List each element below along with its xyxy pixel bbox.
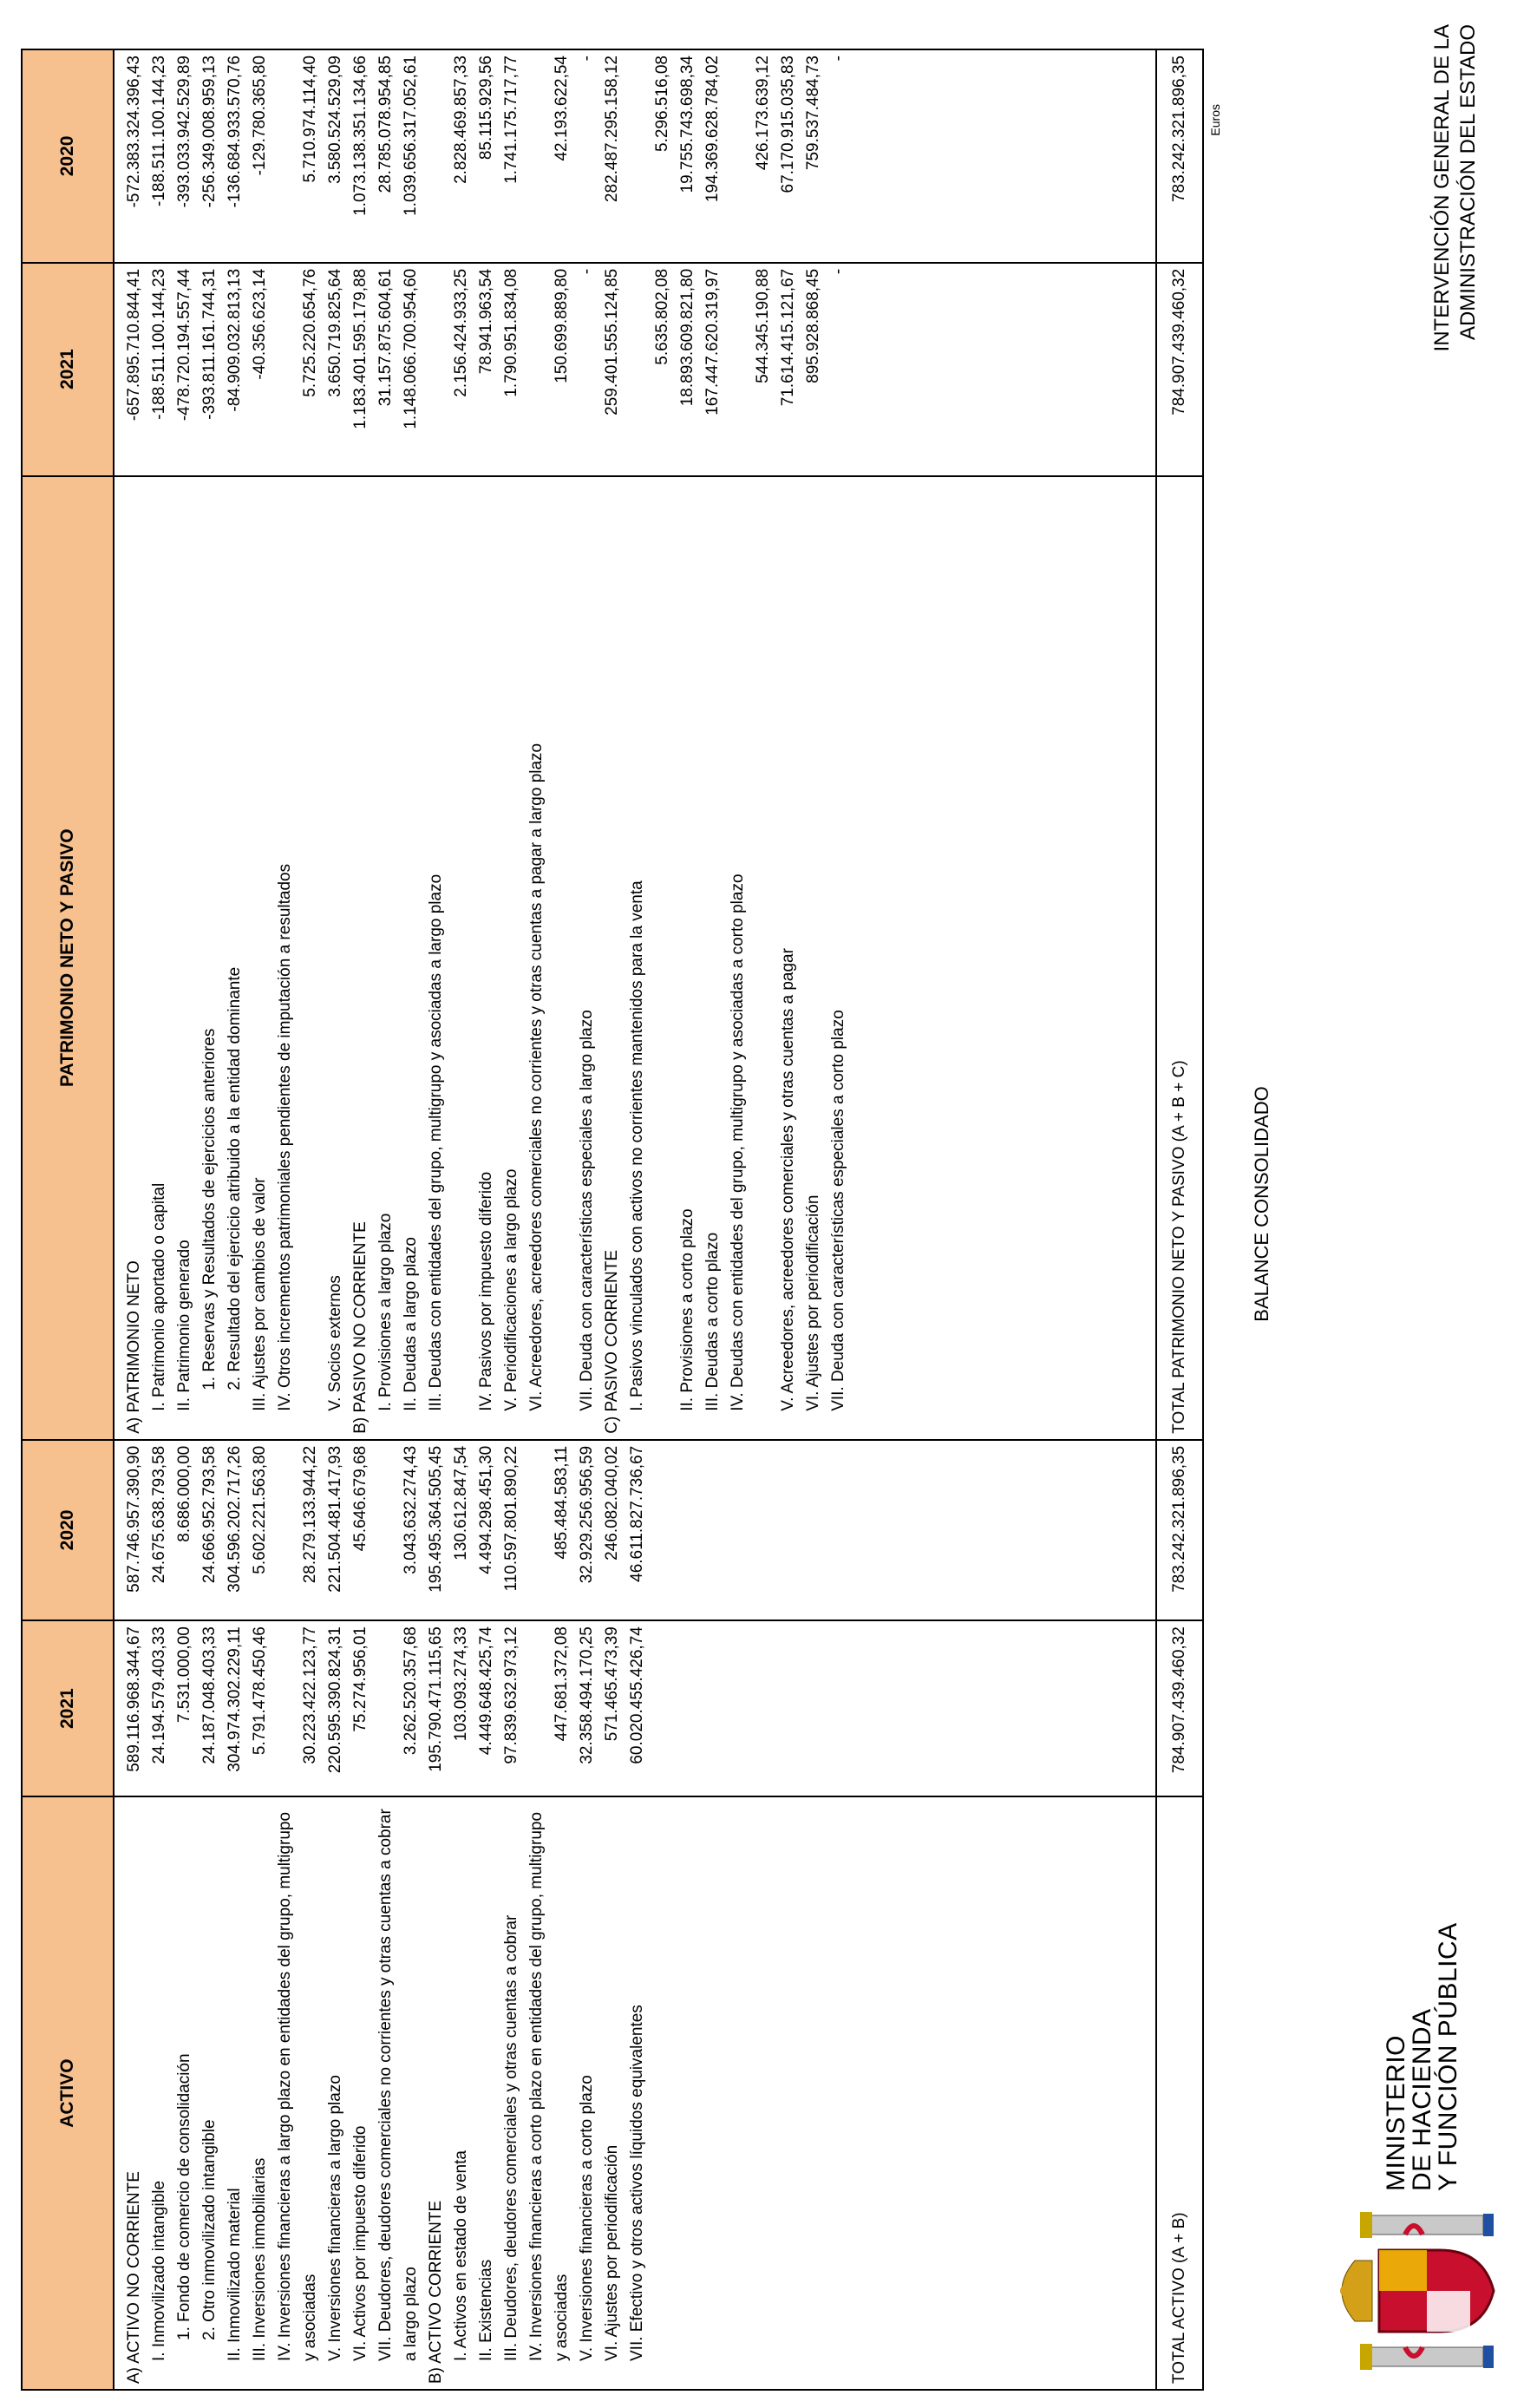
- pasivo-value-2020: 5.710.974.114,40: [301, 56, 319, 183]
- activo-value-2021: 24.194.579.403,33: [150, 1626, 168, 1764]
- activo-value-2020: 4.494.298.451,30: [477, 1445, 495, 1574]
- pasivo-row-label: C) PASIVO CORRIENTE: [603, 1249, 621, 1434]
- pasivo-value-2020: 759.537.484,73: [804, 56, 822, 171]
- activo-value-2020: 45.646.679,68: [351, 1445, 370, 1552]
- ministry-line-3: Y FUNCIÓN PÚBLICA: [1434, 1922, 1462, 2191]
- pasivo-value-2020: 1.741.175.717,77: [502, 56, 520, 184]
- col-header-activo: ACTIVO: [22, 1796, 114, 2390]
- activo-value-2021: 7.531.000,00: [175, 1626, 193, 1724]
- pasivo-value-2021: -478.720.194.557,44: [175, 268, 193, 422]
- pasivo-row-label: IV. Deudas con entidades del grupo, multigrupo y asociadas a corto plazo: [729, 874, 747, 1411]
- activo-value-2021: 32.358.494.170,25: [578, 1626, 596, 1764]
- igae-line-1: INTERVENCIÓN GENERAL DE LA: [1430, 24, 1454, 352]
- ministry-line-1: MINISTERIO: [1382, 2034, 1410, 2191]
- activo-row-label: I. Activos en estado de venta: [452, 2150, 470, 2361]
- total-pasivo-label: TOTAL PATRIMONIO NETO Y PASIVO (A + B + C): [1156, 476, 1203, 1440]
- col-header-2020: 2020: [22, 1440, 114, 1620]
- pasivo-value-2020: -: [829, 56, 847, 62]
- pasivo-row-label: VII. Deuda con características especiales a corto plazo: [829, 1010, 847, 1411]
- activo-value-2021: 103.093.274,33: [452, 1626, 470, 1742]
- activo-value-2021: 97.839.632.973,12: [502, 1626, 520, 1764]
- activo-2020-values: [114, 1440, 1156, 1620]
- total-activo-label: TOTAL ACTIVO (A + B): [1156, 1796, 1203, 2390]
- pasivo-row-label: V. Socios externos: [326, 1275, 344, 1411]
- activo-labels: [114, 1796, 1156, 2390]
- activo-value-2021: 195.790.471.115,65: [427, 1626, 445, 1772]
- ministry-line-2: DE HACIENDA: [1408, 2008, 1436, 2191]
- activo-value-2020: 32.929.256.956,59: [578, 1445, 596, 1584]
- pasivo-row-label: 2. Resultado del ejercicio atribuido a la entidad dominante: [226, 966, 244, 1390]
- activo-value-2020: 24.666.952.793,58: [200, 1445, 219, 1584]
- pasivo-value-2020: 1.073.138.351.134,66: [351, 56, 370, 216]
- col-header-2021: 2021: [22, 1620, 114, 1796]
- activo-row-label: II. Existencias: [477, 2259, 495, 2361]
- pasivo-value-2021: 2.156.424.933,25: [452, 268, 470, 397]
- document-title: BALANCE CONSOLIDADO: [1251, 1086, 1272, 1322]
- igae-header: [1429, 24, 1481, 351]
- total-pasivo-2020: 783.242.321.896,35: [1156, 49, 1203, 263]
- activo-value-2021: 24.187.048.403,33: [200, 1626, 219, 1764]
- pasivo-row-label: VII. Deuda con características especiales a largo plazo: [578, 1010, 596, 1411]
- activo-value-2021: 3.262.520.357,68: [402, 1626, 420, 1756]
- pasivo-value-2021: 895.928.868,45: [804, 268, 822, 383]
- activo-row-label: 2. Otro inmovilizado intangible: [200, 2119, 219, 2340]
- pasivo-row-label: III. Ajustes por cambios de valor: [251, 1177, 269, 1411]
- pasivo-value-2021: 18.893.609.821,80: [678, 268, 697, 407]
- pasivo-value-2020: -572.383.324.396,43: [125, 56, 143, 208]
- activo-value-2020: 130.612.847,54: [452, 1445, 470, 1561]
- pasivo-value-2021: -: [578, 268, 596, 275]
- activo-2021-values: [114, 1620, 1156, 1796]
- pasivo-value-2021: 5.725.220.654,76: [301, 268, 319, 397]
- pasivo-value-2021: -657.895.710.844,41: [125, 268, 143, 422]
- activo-row-label: VII. Efectivo y otros activos líquidos equivalentes: [628, 2005, 646, 2361]
- activo-value-2021: 220.595.390.824,31: [326, 1626, 344, 1774]
- pasivo-2020-values: [114, 49, 1156, 263]
- pasivo-value-2020: 3.580.524.529,09: [326, 56, 344, 184]
- pasivo-row-label: II. Provisiones a corto plazo: [678, 1208, 697, 1411]
- pasivo-value-2020: 19.755.743.698,34: [678, 56, 697, 193]
- pasivo-value-2020: -: [578, 56, 596, 62]
- pasivo-value-2021: 544.345.190,88: [754, 268, 772, 383]
- pasivo-row-label: VI. Acreedores, acreedores comerciales no corrientes y otras cuentas a pagar a largo plazo: [527, 743, 546, 1411]
- pasivo-value-2021: -393.811.161.744,31: [200, 268, 219, 420]
- activo-value-2021: 30.223.422.123,77: [301, 1626, 319, 1764]
- activo-row-label: A) ACTIVO NO CORRIENTE: [125, 2171, 143, 2384]
- pasivo-value-2020: 282.487.295.158,12: [603, 56, 621, 203]
- totals-row: [1156, 49, 1203, 2390]
- activo-row-label: V. Inversiones financieras a corto plazo: [578, 2075, 596, 2361]
- pasivo-value-2021: -84.909.032.813,13: [226, 268, 244, 412]
- pasivo-value-2021: 71.614.415.121,67: [779, 268, 797, 407]
- pasivo-row-label: 1. Reservas y Resultados de ejercicios anteriores: [200, 1028, 219, 1390]
- pasivo-value-2021: 167.447.620.319,97: [703, 268, 722, 416]
- pasivo-value-2021: 1.148.066.700.954,60: [402, 268, 420, 429]
- activo-value-2020: 485.484.583,11: [553, 1445, 571, 1560]
- pasivo-row-label: II. Patrimonio generado: [175, 1240, 193, 1411]
- pasivo-value-2021: 1.790.951.834,08: [502, 268, 520, 397]
- pasivo-row-label: V. Acreedores, acreedores comerciales y otras cuentas a pagar: [779, 948, 797, 1411]
- pasivo-value-2020: 67.170.915.035,83: [779, 56, 797, 193]
- activo-value-2021: 447.681.372,08: [553, 1626, 571, 1742]
- activo-row-label: III. Deudores, deudores comerciales y otras cuentas a cobrar: [502, 1914, 520, 2361]
- pasivo-row-label: IV. Pasivos por impuesto diferido: [477, 1171, 495, 1411]
- activo-value-2020: 195.495.364.505,45: [427, 1445, 445, 1593]
- activo-value-2020: 3.043.632.274,43: [402, 1445, 420, 1574]
- activo-row-label: I. Inmovilizado intangible: [150, 2180, 168, 2361]
- pasivo-value-2021: 31.157.875.604,61: [376, 268, 395, 407]
- activo-value-2021: 589.116.968.344,67: [125, 1626, 143, 1772]
- activo-row-label: VI. Activos por impuesto diferido: [351, 2125, 370, 2361]
- table-body-row: [114, 49, 1156, 2390]
- activo-value-2020: 246.082.040,02: [603, 1445, 621, 1561]
- activo-value-2020: 24.675.638.793,58: [150, 1445, 168, 1584]
- activo-row-label: III. Inversiones inmobiliarias: [251, 2157, 269, 2361]
- activo-value-2020: 110.597.801.890,22: [502, 1445, 520, 1592]
- table-header-row: [22, 49, 114, 2390]
- pasivo-value-2020: 1.039.656.317.052,61: [402, 56, 420, 216]
- activo-value-2021: 304.974.302.229,11: [226, 1626, 244, 1772]
- activo-value-2020: 46.611.827.736,67: [628, 1445, 646, 1582]
- col-header-pasivo: PATRIMONIO NETO Y PASIVO: [22, 476, 114, 1440]
- pasivo-row-label: I. Pasivos vinculados con activos no corrientes mantenidos para la venta: [628, 880, 646, 1411]
- activo-row-label: IV. Inversiones financieras a corto plazo en entidades del grupo, multigrupo y asociadas: [527, 1811, 571, 2361]
- pasivo-value-2021: -188.511.100.144,23: [150, 268, 168, 420]
- total-activo-2021: 784.907.439.460,32: [1156, 1620, 1203, 1796]
- activo-value-2020: 28.279.133.944,22: [301, 1445, 319, 1584]
- pasivo-value-2021: -: [829, 268, 847, 275]
- coat-of-arms-icon: [1336, 2208, 1509, 2373]
- activo-value-2021: 5.791.478.450,46: [251, 1626, 269, 1756]
- pasivo-row-label: V. Periodificaciones a largo plazo: [502, 1168, 520, 1411]
- pasivo-value-2020: 5.296.516,08: [653, 56, 671, 152]
- ministry-logo: [1336, 1888, 1509, 2373]
- pasivo-value-2020: -188.511.100.144,23: [150, 56, 168, 206]
- activo-value-2020: 8.686.000,00: [175, 1445, 193, 1542]
- pasivo-value-2021: 5.635.802,08: [653, 268, 671, 365]
- activo-row-label: VI. Ajustes por periodificación: [603, 2144, 621, 2361]
- pasivo-2021-values: [114, 263, 1156, 476]
- pasivo-value-2021: 1.183.401.595.179,88: [351, 268, 370, 429]
- balance-table: [21, 49, 1204, 2391]
- activo-row-label: IV. Inversiones financieras a largo plazo en entidades del grupo, multigrupo y asociadas: [276, 1811, 319, 2361]
- activo-value-2020: 5.602.221.563,80: [251, 1445, 269, 1574]
- activo-value-2021: 75.274.956,01: [351, 1626, 370, 1732]
- activo-value-2020: 587.746.957.390,90: [125, 1445, 143, 1593]
- pasivo-value-2020: -129.780.365,80: [251, 56, 269, 176]
- pasivo-row-label: II. Deudas a largo plazo: [402, 1237, 420, 1411]
- pasivo-value-2020: 42.193.622,54: [553, 56, 571, 161]
- activo-row-label: II. Inmovilizado material: [226, 2188, 244, 2361]
- ministry-name: [1383, 1922, 1462, 2191]
- activo-value-2021: 60.020.455.426,74: [628, 1626, 646, 1764]
- igae-line-2: ADMINISTRACIÓN DEL ESTADO: [1456, 24, 1480, 341]
- col-header-2020-pasivo: 2020: [22, 49, 114, 263]
- pasivo-row-label: VI. Ajustes por periodificación: [804, 1194, 822, 1411]
- activo-row-label: B) ACTIVO CORRIENTE: [427, 2200, 445, 2384]
- pasivo-row-label: A) PATRIMONIO NETO: [125, 1260, 143, 1434]
- pasivo-value-2020: 28.785.078.954,85: [376, 56, 395, 193]
- total-pasivo-2021: 784.907.439.460,32: [1156, 263, 1203, 476]
- activo-row-label: VII. Deudores, deudores comerciales no corrientes y otras cuentas a cobrar a largo plazo: [376, 1809, 420, 2361]
- pasivo-row-label: III. Deudas con entidades del grupo, multigrupo y asociadas a largo plazo: [427, 874, 445, 1411]
- pasivo-value-2021: -40.356.623,14: [251, 268, 269, 380]
- pasivo-value-2020: 85.115.929,56: [477, 56, 495, 160]
- units-label: Euros: [1208, 104, 1222, 136]
- pasivo-value-2020: -136.684.933.570,76: [226, 56, 244, 208]
- pasivo-value-2021: 150.699.889,80: [553, 268, 571, 383]
- total-activo-2020: 783.242.321.896,35: [1156, 1440, 1203, 1620]
- pasivo-value-2021: 78.941.963,54: [477, 268, 495, 375]
- pasivo-value-2020: -393.033.942.529,89: [175, 56, 193, 208]
- pasivo-value-2021: 259.401.555.124,85: [603, 268, 621, 416]
- pasivo-row-label: B) PASIVO NO CORRIENTE: [351, 1221, 370, 1434]
- pasivo-value-2020: 2.828.469.857,33: [452, 56, 470, 184]
- pasivo-row-label: I. Provisiones a largo plazo: [376, 1213, 395, 1411]
- col-header-2021-pasivo: 2021: [22, 263, 114, 476]
- activo-value-2020: 221.504.481.417,93: [326, 1445, 344, 1593]
- activo-row-label: 1. Fondo de comercio de consolidación: [175, 2053, 193, 2340]
- activo-value-2020: 304.596.202.717,26: [226, 1445, 244, 1593]
- pasivo-value-2020: -256.349.008.959,13: [200, 56, 219, 208]
- pasivo-row-label: I. Patrimonio aportado o capital: [150, 1182, 168, 1411]
- pasivo-value-2020: 426.173.639,12: [754, 56, 772, 171]
- activo-value-2021: 4.449.648.425,74: [477, 1626, 495, 1756]
- pasivo-row-label: IV. Otros incrementos patrimoniales pendientes de imputación a resultados: [276, 863, 294, 1411]
- pasivo-row-label: III. Deudas a corto plazo: [703, 1232, 722, 1411]
- activo-row-label: V. Inversiones financieras a largo plazo: [326, 2075, 344, 2361]
- activo-value-2021: 571.465.473,39: [603, 1626, 621, 1742]
- pasivo-labels: [114, 476, 1156, 1440]
- pasivo-value-2021: 3.650.719.825,64: [326, 268, 344, 397]
- pasivo-value-2020: 194.369.628.784,02: [703, 56, 722, 203]
